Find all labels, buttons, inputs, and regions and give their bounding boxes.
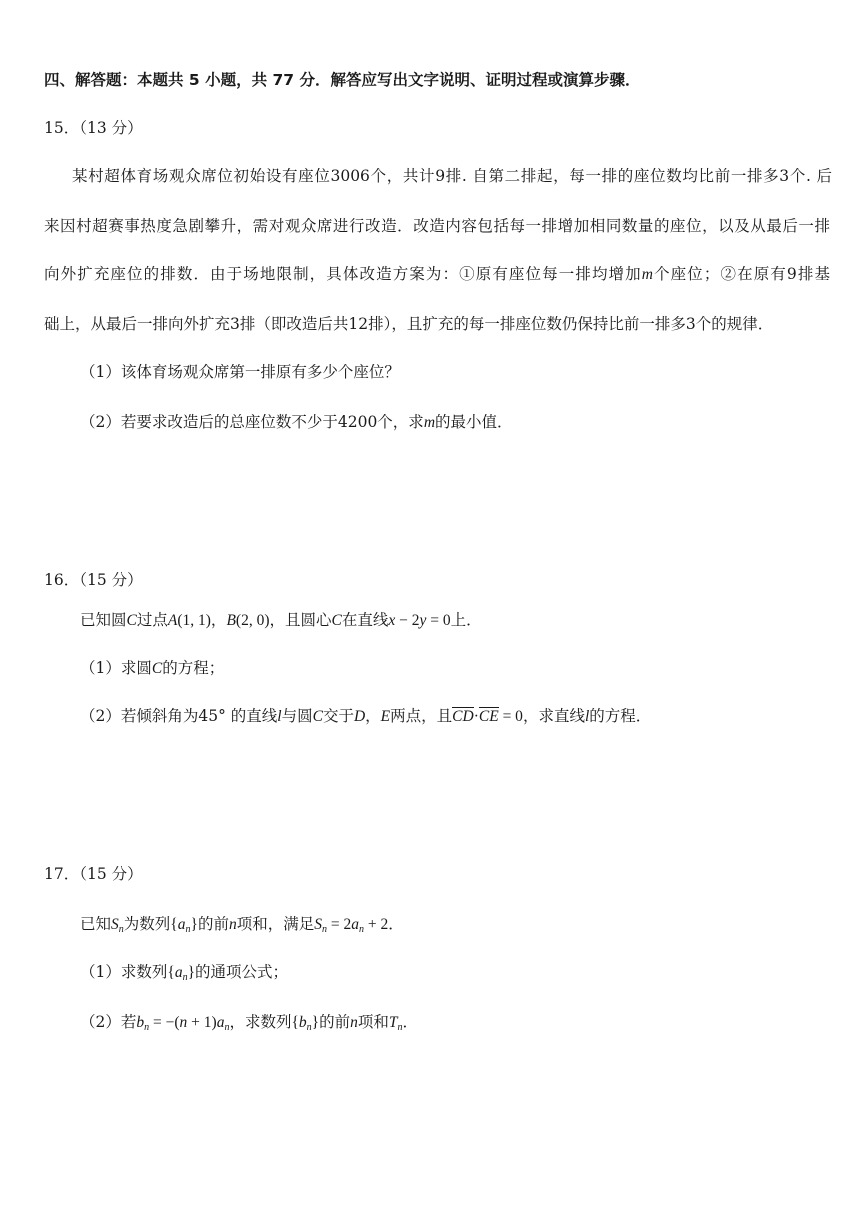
q15-sub-question-2: （2）若要求改造后的总座位数不少于4200个，求m的最小值． [80, 413, 513, 431]
q15-paragraph-line-1: 某村超体育场观众席位初始设有座位3006个，共计9排. 自第二排起，每一排的座位数均比前一排多3个. 后 [72, 167, 832, 185]
q16-number: 16．（15 分） [44, 571, 143, 589]
q17-number: 17．（15 分） [44, 865, 143, 883]
q16-sub-question-2: （2）若倾斜角为45° 的直线l与圆C交于D，E两点，且CD·CE = 0，求直线l的方程． [80, 707, 652, 725]
q16-stem: 已知圆C过点A(1, 1)，B(2, 0)，且圆心C在直线x − 2y = 0上． [80, 611, 482, 629]
q17-sub-question-2: （2）若$b_n = -(n + 1)a_n$，求数列$\{b_n\}$的前n项和$T_n$． [80, 1013, 419, 1033]
q15-paragraph-line-4: 础上，从最后一排向外扩充3排（即改造后共12排），且扩充的每一排座位数仍保持比前一排多3个的规律． [44, 315, 774, 333]
vector-ce: CE [478, 708, 499, 725]
q15-sub-question-1: （1）该体育场观众席第一排原有多少个座位？ [80, 363, 400, 381]
q17-sub-question-1: （1）求数列$\{a_n\}$的通项公式； [80, 963, 289, 983]
q15-paragraph-line-2: 来因村超赛事热度急剧攀升，需对观众席进行改造．改造内容包括每一排增加相同数量的座位，以及从最后一排 [44, 217, 830, 235]
q16-sub-question-1: （1）求圆C的方程； [80, 659, 225, 677]
q15-paragraph-line-3: 向外扩充座位的排数．由于场地限制，具体改造方案为：①原有座位每一排均增加m个座位；②在原有9排基 [44, 265, 830, 283]
q15-number: 15．（13 分） [44, 119, 143, 137]
vector-cd: CD [452, 708, 474, 725]
section-header: 四、解答题：本题共 5 小题，共 77 分．解答应写出文字说明、证明过程或演算步骤． [44, 71, 641, 89]
q17-stem: 已知$S_n$为数列$\{a_n\}$的前n项和，满足$S_n = 2a_n + 2$． [80, 915, 404, 935]
